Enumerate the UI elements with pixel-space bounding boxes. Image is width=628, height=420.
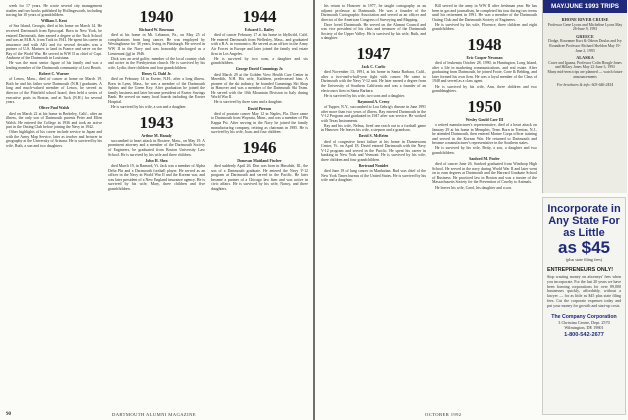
obituary-name: Sanford M. Pooler — [469, 156, 500, 161]
obituary-name: Richard W. Bowman — [139, 28, 174, 32]
incorporate-fee-note: (plus state filing fees) — [565, 257, 603, 262]
incorporate-ad-headline — [543, 198, 625, 257]
trips-ad-contact: For brochures & info: 603-646-2454 — [556, 83, 614, 88]
obituary-name: John H. Shea — [145, 158, 168, 163]
obituary-paragraph: his return to Hanover in 1977, he taught cartography as an adjunct professor at Dartmouth. He was a founder of the Dartmouth Cartographic Association and served as an officer and director of the American Congress of Surveying and Mapping. — [321, 4, 426, 22]
obituary-name: Henry G. Dahl Jr. — [141, 71, 172, 76]
obituary-paragraph: died at his home in Mt. Lebanon, Pa., on May 25 of complications from lung cancer. He was employed by Westinghouse for 38 years, living in Pittsburgh. He served in WW II in the Navy and was honorably discharged as a Lieutenant (jg) in 1946. — [108, 33, 205, 56]
obituary-paragraph: Bill served in the army in WW II after freshman year. He has been in gas and journalism, he completed his tour during two terms until his retirement in 1991. He was a member of the Dartmouth Outing Club and the Dartmouth Society of Engineers. — [432, 4, 537, 22]
obituary-paragraph: He is survived by three sons and a daughter. — [214, 100, 283, 105]
left-column-2 — [108, 4, 205, 402]
obituary-name: William I. Kent — [41, 19, 67, 24]
alumni-trips-ad — [542, 0, 627, 193]
class-year-heading: 1944 — [242, 7, 277, 26]
obituary-paragraph: week for 17 years. He wrote several city management studies and two books published by Hollingsworth, including tracing his 10 years of grandchildren. — [6, 4, 102, 18]
incorporate-ad — [542, 197, 626, 415]
obituary-paragraph: He is survived by his wife, Ann, three children and two granddaughters. — [432, 84, 537, 94]
obituary-paragraph: died of cancer February 17 at his home in Idyllwild, Calif. He entered Dartmouth from Wellesley, Mass., and graduated with a B.A. in economics. He served as an officer in the Army Air Forces in Europe and later joined the family real estate firm in Los Angeles. — [211, 33, 308, 56]
obituary-paragraph: died suddenly April 26. Don was born in Hinsdale, Ill., the son of a Dartmouth graduate. He entered the Navy V-12 program at Dartmouth and served in the Pacific. He later became a partner of a Chicago law firm and was active in civic affairs. He is survived by his wife, Nancy, and three daughters. — [211, 163, 308, 191]
company-phone: 1-800-542-2677 — [564, 331, 604, 338]
right-column-2 — [432, 4, 537, 402]
incorporate-headline-text: Incorporate in Any State For as Little — [547, 203, 621, 239]
trip-details: Professor Gene Lyons and Micheline Lyons May 26-June 9, 1993 — [547, 22, 623, 32]
obituary-paragraph: died of cancer June 26. Sanford graduated from Winthrop High School. He served in the navy during World War II and later went on to earn degrees at Dartmouth and the Harvard Graduate School of Business. He practiced law in Boston and was a trustee of the Massachusetts Society for the Prevention of Cruelty to Animals. — [432, 162, 537, 185]
obituary-paragraph: Other highlights of his career include service in Japan and with the Army Map Service, later as teacher and lecturer in geography at the University of Arizona. He is survived by his wife, Ruth, a son and two daughters. — [6, 130, 102, 148]
obituary-paragraph: died of leukemia October 28, 1990, in Huntington, Long Island, after a life in marketing communications, and real estate. After graduating from Dartmouth, he joined Foote, Cone & Belding, and later formed his own firm. He was a loyal member of the Class of 1948 and served as a class agent. — [432, 61, 537, 84]
class-year-heading: 1940 — [139, 7, 174, 26]
obituary-paragraph: died on March 22 at his home in Berkeley, Calif., after an illness, the only son of Dartmouth parents Peter and Ellen Walsh. He entered the College in 1936 and took an active part in the Outing Club before joining the Navy in 1942. — [6, 111, 102, 130]
obituary-name: Arthur M. Hanaly — [141, 133, 172, 138]
obituary-name: Wesley Gould Carr III — [465, 117, 504, 122]
obituary-paragraph: Dave loved Dartmouth. He served on the Alumni Council and was vice president of his class and treasurer of the Dartmouth Society of the Upper Valley. He is survived by his wife, Ruth, and a daughter. — [321, 22, 426, 41]
obituary-name: Edward L. Bailey — [244, 28, 275, 32]
right-column-1 — [321, 4, 426, 402]
obituary-paragraph: died March 19, in Barnard, Vt. Jack was a member of Alpha Delta Phi and a Dartmouth football player. He served as an officer in the Navy in World War II and the Korean war, and was later president of a New England insurance agency. He is survived by his wife, Mary, three children and five grandchildren. — [108, 163, 205, 191]
obituary-name: Donovan Maitland Fischer — [237, 158, 282, 163]
obituary-name: Raymond A. Cerny — [357, 99, 390, 104]
obituary-paragraph: died of congestive heart failure at his home in Dunnewonn Center, Vt. on April 18. David entered Dartmouth with the Navy V-12 program and served in the Pacific. He spent his career in banking in New York and Vermont. He is survived by his wife, three children and four grandchildren. — [321, 139, 426, 162]
obituary-name: Bertrand Nonidet — [358, 163, 389, 168]
trips-ad-header: MAY/JUNE 1993 TRIPS — [543, 0, 627, 13]
incorporate-lead: ENTREPRENEURS ONLY! — [547, 267, 613, 273]
obituary-paragraph: Dick was an avid golfer, member of the local country club and active in the Presbyterian church. He is survived by his wife, Lydia, three children and four grandchildren. — [108, 56, 205, 70]
obituary-paragraph: He is survived by his wife, Betty, a son, a daughter and two grandchildren. — [432, 146, 537, 155]
incorporate-body-text: Stop wasting money on attorneys' fees when you incorporate. For the last 20 years we have been forming corporations for over 89,000 businesses quickly, affordably, without a lawyer — for as little as $45 plus state filing fees. Cut the corporate expenses today and put your money for growth and start-up costs. — [547, 274, 621, 308]
trip-title: ALASKA — [576, 55, 594, 61]
obituary-paragraph: of Sea Island, Georgia, died at his home on March 14. He received Dartmouth from Episcopal. Born in New York, he entered Dartmouth, then earned a degree at the Tuck School and was an M.B.A. from Tuck in 1941. He spent his career in insurance and with AIG and for several decades was a partner of U.S. Marines to land in France and serve on the Bay of the World War. He served in WW II as chief of Capt. Ambrose of the Dartmouth in Louisiana. — [6, 24, 102, 61]
footer-left: DARTMOUTH ALUMNI MAGAZINE — [112, 412, 196, 417]
obituary-paragraph: died June 19 of lung cancer in Manhattan. Bud was chief of the New York Times bureau of the United States. He is survived by his wife and a daughter. — [321, 169, 426, 183]
left-column-3 — [211, 4, 308, 402]
obituary-paragraph: Ray and his wife, Nelma, lived one reach out to a football game in Hanover. He leaves his wife, a stepson and a grandson. — [321, 123, 426, 133]
obituary-name: Jack C. Carlic — [361, 64, 386, 69]
trip-details: Dodge, Roseanne Kurt & Odeon Doulas and Ivy Roundtree Professor Richard Sheldon May 19-June 2, 1993 — [548, 39, 622, 53]
obituary-paragraph: of Lenox, Mass., died of cancer at home on March 19. Both he and his father were Dartmouth (N.H.) graduates. A long and much-valued member of Lenox, he served as director of the Pittsfield school board, then held a series of executive posts in Boston, and at Tuck (N.H.) for several years. — [6, 77, 102, 105]
incorporate-price: as $45 — [558, 238, 610, 257]
trip-title: GREECE — [576, 33, 594, 39]
trip-details: Crave and Iguana, Professor Colin Hough-Jones and Hillary Jones May 22-June 3, 1993 — [548, 60, 622, 70]
class-year-heading: 1943 — [139, 112, 174, 132]
trips-ad-body — [543, 13, 627, 81]
obituary-paragraph: died of prostate cancer May 12 in Naples, Fla. Dave came to Dartmouth from Wayzata, Minn., and was a member of Phi Kappa Psi. After serving in the Navy he joined the family manufacturing company, retiring as chairman in 1985. He is survived by his wife, Joan, and four children. — [211, 111, 308, 135]
trip-title: RHONE RIVER CRUISE — [561, 17, 609, 22]
page-number-left: 90 — [6, 412, 11, 417]
obituary-paragraph: He was the most senior figure of his family and was a leading member of the Dartmouth community of Lost Beach. — [6, 61, 102, 70]
obituary-paragraph: He is survived by his wife, Florence, three children and eight grandchildren. — [432, 22, 537, 32]
obituary-name: Robert C. Warner — [38, 72, 70, 77]
footer-right: OCTOBER 1992 — [425, 412, 462, 417]
obituary-paragraph: He is survived by two sons, a daughter and six grandchildren. — [211, 56, 308, 66]
obituary-name: Eric Cooper Newman — [466, 55, 503, 60]
left-page — [0, 0, 313, 420]
company-address-2: Wilmington, DE 19801 — [564, 324, 604, 330]
class-year-heading: 1946 — [242, 137, 277, 157]
obituary-paragraph: a retired manufacturer's representative, died of a heart attack on January 29 at his home in Memphis, Tenn. Born in Trenton, N.J., he attended Dartmouth, then entered Marine Corps officer training and served in the Korean War. He returned to Dartmouth and became a manufacturer's representative in the Southern states. — [432, 122, 537, 146]
obituary-name: George David Cummings Jr. — [235, 67, 284, 72]
obituary-paragraph: He is survived by his wife, two sons and a daughter. — [324, 93, 406, 98]
class-year-heading: 1950 — [467, 96, 502, 116]
obituary-name: David Pierson — [247, 106, 272, 111]
obituary-name: Oliver Paul Walsh — [38, 106, 70, 111]
class-year-heading: 1948 — [467, 34, 502, 54]
company-name: The Company Corporation — [551, 313, 617, 320]
class-year-heading: 1947 — [356, 43, 391, 63]
left-column-1 — [6, 4, 102, 402]
obituary-paragraph: succumbed to heart attack in Boxtree, Mass., on May 19. A prominent attorney and a member of the Dartmouth Society of Engineers, he graduated from Boston University Law School. He is survived by his wife and three children. — [108, 138, 205, 157]
obituary-paragraph: He is survived by his wife, a son and a daughter. — [111, 105, 187, 110]
company-address-1: 3 Christina Centre, Dept. 2570 — [558, 319, 610, 325]
trip-details: Many mid-term trips are planned — watch future announcements — [547, 69, 623, 79]
obituary-name: David S. McBrien — [358, 134, 389, 139]
obituary-paragraph: died on February 14 in Exeter, N.H., after a long illness. Born in Lynn, Mass., he was a member of the Dartmouth Sphinx and the Green Key. After graduation he joined the family business and later became president of Exeter Savings Bank. He served on many local boards including the Exeter Hospital. — [108, 77, 205, 104]
obituary-paragraph: of Tupper, N.Y., succumbed to Lou Gehrig's disease in June 1991 after more than two years of illness. Ray entered Dartmouth in the V-12 Program and graduated in 1947 after war service. He worked with Texas Instruments. — [321, 105, 426, 123]
obituary-paragraph: He leaves his wife, Carol, his daughter and a son. — [435, 185, 512, 190]
obituary-paragraph: died March 29 at the Golden View Health Care Center in Meredith, N.H. His wife, Kathleen, predeceased him. A pioneer of the ski industry, he founded Cummings Ski Shop in Hanover and was a member of the Dartmouth Ski Team. He served with the 10th Mountain Division in Italy during World War II. — [211, 72, 308, 100]
obituary-paragraph: died November 13, 1991, at his home in Santa Barbara, Calif., after a two-and-a-half-year fight with cancer. He came to Dartmouth with the Navy V-12 unit. He later earned a degree from the University of Southern California and was a founder of an electronics firm in Santa Barbara. — [321, 70, 426, 93]
